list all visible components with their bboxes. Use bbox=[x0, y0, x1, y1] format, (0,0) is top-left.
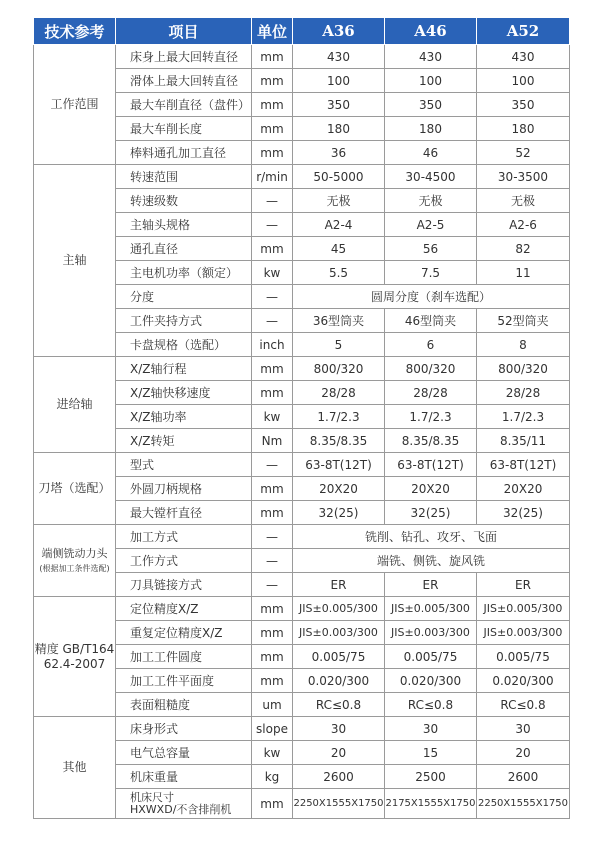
unit-cell: kw bbox=[252, 741, 293, 765]
item-label: 机床重量 bbox=[116, 765, 252, 789]
value-cell-a36: 180 bbox=[293, 117, 385, 141]
value-cell-a36: A2-4 bbox=[293, 213, 385, 237]
table-body bbox=[34, 45, 570, 819]
group-label: 主轴 bbox=[34, 165, 116, 357]
unit-cell: mm bbox=[252, 621, 293, 645]
value-cell-a52: 0.005/75 bbox=[477, 645, 570, 669]
item-label: 转速级数 bbox=[116, 189, 252, 213]
table-header-row bbox=[34, 18, 570, 45]
item-label: 刀具链接方式 bbox=[116, 573, 252, 597]
unit-cell: mm bbox=[252, 93, 293, 117]
value-cell-a46: 100 bbox=[385, 69, 477, 93]
spec-table bbox=[33, 17, 570, 819]
value-cell-a36: 30 bbox=[293, 717, 385, 741]
value-cell-a46: 46型筒夹 bbox=[385, 309, 477, 333]
value-cell-a52: 63-8T(12T) bbox=[477, 453, 570, 477]
value-cell-a36: 8.35/8.35 bbox=[293, 429, 385, 453]
item-label: 滑体上最大回转直径 bbox=[116, 69, 252, 93]
spec-table-container bbox=[33, 17, 569, 819]
item-label: 重复定位精度X/Z bbox=[116, 621, 252, 645]
unit-cell: — bbox=[252, 453, 293, 477]
value-cell-a46: RC≤0.8 bbox=[385, 693, 477, 717]
unit-cell: inch bbox=[252, 333, 293, 357]
item-label: 电气总容量 bbox=[116, 741, 252, 765]
unit-cell: mm bbox=[252, 45, 293, 69]
group-label: 刀塔（选配） bbox=[34, 453, 116, 525]
header-tech-ref: 技术参考 bbox=[34, 18, 116, 45]
value-cell-a52: 52型筒夹 bbox=[477, 309, 570, 333]
unit-cell: — bbox=[252, 213, 293, 237]
value-cell-a46: 1.7/2.3 bbox=[385, 405, 477, 429]
value-cell-a36: 20X20 bbox=[293, 477, 385, 501]
value-cell-a46: 32(25) bbox=[385, 501, 477, 525]
unit-cell: — bbox=[252, 549, 293, 573]
table-row bbox=[34, 357, 570, 381]
value-cell-a52: 30-3500 bbox=[477, 165, 570, 189]
value-cell-a46: 8.35/8.35 bbox=[385, 429, 477, 453]
group-label: 精度 GB/T164 62.4-2007 bbox=[34, 597, 116, 717]
value-cell-a46: 800/320 bbox=[385, 357, 477, 381]
value-cell-a46: 7.5 bbox=[385, 261, 477, 285]
value-cell-a46: 30 bbox=[385, 717, 477, 741]
item-label: 工作方式 bbox=[116, 549, 252, 573]
value-cell-a52: 无极 bbox=[477, 189, 570, 213]
value-cell-a36: 36型筒夹 bbox=[293, 309, 385, 333]
value-cell-a52: A2-6 bbox=[477, 213, 570, 237]
group-label bbox=[34, 525, 116, 597]
value-cell-a36: 45 bbox=[293, 237, 385, 261]
item-label: 表面粗糙度 bbox=[116, 693, 252, 717]
value-cell-a36: 5 bbox=[293, 333, 385, 357]
value-cell-a46: 63-8T(12T) bbox=[385, 453, 477, 477]
unit-cell: mm bbox=[252, 117, 293, 141]
value-cell-a36: 32(25) bbox=[293, 501, 385, 525]
item-label: 加工方式 bbox=[116, 525, 252, 549]
value-cell-a36: 2600 bbox=[293, 765, 385, 789]
header-unit: 单位 bbox=[252, 18, 293, 45]
value-cell-a46: 15 bbox=[385, 741, 477, 765]
value-cell-a46: 28/28 bbox=[385, 381, 477, 405]
value-cell-a52: 800/320 bbox=[477, 357, 570, 381]
value-cell-a36: 63-8T(12T) bbox=[293, 453, 385, 477]
unit-cell: mm bbox=[252, 141, 293, 165]
value-cell-a52: 2250X1555X1750 bbox=[477, 789, 570, 819]
value-cell-a52: JIS±0.003/300 bbox=[477, 621, 570, 645]
value-cell-a46: 30-4500 bbox=[385, 165, 477, 189]
value-cell-a36: ER bbox=[293, 573, 385, 597]
unit-cell: mm bbox=[252, 357, 293, 381]
item-label: 分度 bbox=[116, 285, 252, 309]
unit-cell: um bbox=[252, 693, 293, 717]
value-cell-a36: JIS±0.003/300 bbox=[293, 621, 385, 645]
item-label: 床身上最大回转直径 bbox=[116, 45, 252, 69]
value-cell-a36: 28/28 bbox=[293, 381, 385, 405]
value-cell-a52: JIS±0.005/300 bbox=[477, 597, 570, 621]
value-cell-a36: 36 bbox=[293, 141, 385, 165]
value-cell-a52: 28/28 bbox=[477, 381, 570, 405]
value-cell-a52: 32(25) bbox=[477, 501, 570, 525]
value-cell-a52: 20 bbox=[477, 741, 570, 765]
unit-cell: — bbox=[252, 525, 293, 549]
group-label: 其他 bbox=[34, 717, 116, 819]
header-model-a46: A46 bbox=[385, 18, 477, 45]
value-cell-a36: 20 bbox=[293, 741, 385, 765]
value-cell-a36: 0.005/75 bbox=[293, 645, 385, 669]
unit-cell: Nm bbox=[252, 429, 293, 453]
header-model-a36: A36 bbox=[293, 18, 385, 45]
item-label: 通孔直径 bbox=[116, 237, 252, 261]
item-label: 工件夹持方式 bbox=[116, 309, 252, 333]
value-cell-a36: 0.020/300 bbox=[293, 669, 385, 693]
value-cell-a52: 30 bbox=[477, 717, 570, 741]
value-cell-a46: 350 bbox=[385, 93, 477, 117]
item-label: 加工工件平面度 bbox=[116, 669, 252, 693]
value-cell-a36: 430 bbox=[293, 45, 385, 69]
header-item: 项目 bbox=[116, 18, 252, 45]
header-model-a52: A52 bbox=[477, 18, 570, 45]
value-cell-a52: 11 bbox=[477, 261, 570, 285]
value-cell-a46: 0.005/75 bbox=[385, 645, 477, 669]
item-label: 外圆刀柄规格 bbox=[116, 477, 252, 501]
value-cell-a36: 5.5 bbox=[293, 261, 385, 285]
value-cell-a46: 0.020/300 bbox=[385, 669, 477, 693]
unit-cell: — bbox=[252, 573, 293, 597]
value-cell-a36: RC≤0.8 bbox=[293, 693, 385, 717]
item-label: 主轴头规格 bbox=[116, 213, 252, 237]
value-cell-merged: 端铣、侧铣、旋风铣 bbox=[293, 549, 570, 573]
value-cell-a52: 20X20 bbox=[477, 477, 570, 501]
unit-cell: r/min bbox=[252, 165, 293, 189]
value-cell-a52: 82 bbox=[477, 237, 570, 261]
item-label: 最大车削直径（盘件） bbox=[116, 93, 252, 117]
unit-cell: mm bbox=[252, 237, 293, 261]
unit-cell: kw bbox=[252, 261, 293, 285]
item-label: X/Z轴行程 bbox=[116, 357, 252, 381]
value-cell-a52: ER bbox=[477, 573, 570, 597]
unit-cell: mm bbox=[252, 381, 293, 405]
value-cell-a36: 无极 bbox=[293, 189, 385, 213]
value-cell-a46: 6 bbox=[385, 333, 477, 357]
group-label-subtext: (根据加工条件选配) bbox=[39, 563, 110, 573]
value-cell-a46: 2500 bbox=[385, 765, 477, 789]
value-cell-a46: 180 bbox=[385, 117, 477, 141]
table-row bbox=[34, 453, 570, 477]
item-label: 加工工件圆度 bbox=[116, 645, 252, 669]
item-label: X/Z轴功率 bbox=[116, 405, 252, 429]
value-cell-a52: 1.7/2.3 bbox=[477, 405, 570, 429]
value-cell-a46: JIS±0.003/300 bbox=[385, 621, 477, 645]
unit-cell: mm bbox=[252, 501, 293, 525]
item-label: 主电机功率（额定） bbox=[116, 261, 252, 285]
value-cell-merged: 铣削、钻孔、攻牙、飞面 bbox=[293, 525, 570, 549]
value-cell-a36: 800/320 bbox=[293, 357, 385, 381]
unit-cell: mm bbox=[252, 669, 293, 693]
unit-cell: — bbox=[252, 189, 293, 213]
value-cell-a52: 8.35/11 bbox=[477, 429, 570, 453]
item-label: 最大车削长度 bbox=[116, 117, 252, 141]
value-cell-a36: 350 bbox=[293, 93, 385, 117]
unit-cell: mm bbox=[252, 477, 293, 501]
unit-cell: kw bbox=[252, 405, 293, 429]
value-cell-a46: 56 bbox=[385, 237, 477, 261]
item-label: 型式 bbox=[116, 453, 252, 477]
group-label: 工作范围 bbox=[34, 45, 116, 165]
table-row bbox=[34, 45, 570, 69]
value-cell-a46: 20X20 bbox=[385, 477, 477, 501]
item-label: 转速范围 bbox=[116, 165, 252, 189]
item-label: 棒料通孔加工直径 bbox=[116, 141, 252, 165]
unit-cell: mm bbox=[252, 645, 293, 669]
value-cell-a36: 2250X1555X1750 bbox=[293, 789, 385, 819]
item-label: 床身形式 bbox=[116, 717, 252, 741]
value-cell-a52: 100 bbox=[477, 69, 570, 93]
value-cell-merged: 圆周分度（刹车选配） bbox=[293, 285, 570, 309]
item-label: 最大镗杆直径 bbox=[116, 501, 252, 525]
table-row bbox=[34, 525, 570, 549]
item-label: X/Z轴快移速度 bbox=[116, 381, 252, 405]
value-cell-a46: JIS±0.005/300 bbox=[385, 597, 477, 621]
value-cell-a46: 430 bbox=[385, 45, 477, 69]
value-cell-a46: 无极 bbox=[385, 189, 477, 213]
value-cell-a52: 0.020/300 bbox=[477, 669, 570, 693]
unit-cell: — bbox=[252, 285, 293, 309]
group-label: 进给轴 bbox=[34, 357, 116, 453]
table-row bbox=[34, 165, 570, 189]
table-row bbox=[34, 717, 570, 741]
item-label: X/Z转矩 bbox=[116, 429, 252, 453]
unit-cell: — bbox=[252, 309, 293, 333]
item-label: 卡盘规格（选配） bbox=[116, 333, 252, 357]
value-cell-a52: 8 bbox=[477, 333, 570, 357]
value-cell-a52: 350 bbox=[477, 93, 570, 117]
unit-cell: mm bbox=[252, 69, 293, 93]
value-cell-a36: 1.7/2.3 bbox=[293, 405, 385, 429]
value-cell-a36: 50-5000 bbox=[293, 165, 385, 189]
value-cell-a46: 46 bbox=[385, 141, 477, 165]
value-cell-a36: 100 bbox=[293, 69, 385, 93]
value-cell-a52: 2600 bbox=[477, 765, 570, 789]
value-cell-a52: 52 bbox=[477, 141, 570, 165]
value-cell-a52: RC≤0.8 bbox=[477, 693, 570, 717]
value-cell-a46: A2-5 bbox=[385, 213, 477, 237]
unit-cell: slope bbox=[252, 717, 293, 741]
value-cell-a46: ER bbox=[385, 573, 477, 597]
value-cell-a46: 2175X1555X1750 bbox=[385, 789, 477, 819]
value-cell-a52: 430 bbox=[477, 45, 570, 69]
group-label-text: 端侧铣动力头 bbox=[41, 546, 108, 560]
table-row bbox=[34, 597, 570, 621]
item-label: 定位精度X/Z bbox=[116, 597, 252, 621]
unit-cell: kg bbox=[252, 765, 293, 789]
item-label: 机床尺寸 HXWXD/不含排削机 bbox=[116, 789, 252, 819]
value-cell-a36: JIS±0.005/300 bbox=[293, 597, 385, 621]
unit-cell: mm bbox=[252, 597, 293, 621]
unit-cell: mm bbox=[252, 789, 293, 819]
value-cell-a52: 180 bbox=[477, 117, 570, 141]
